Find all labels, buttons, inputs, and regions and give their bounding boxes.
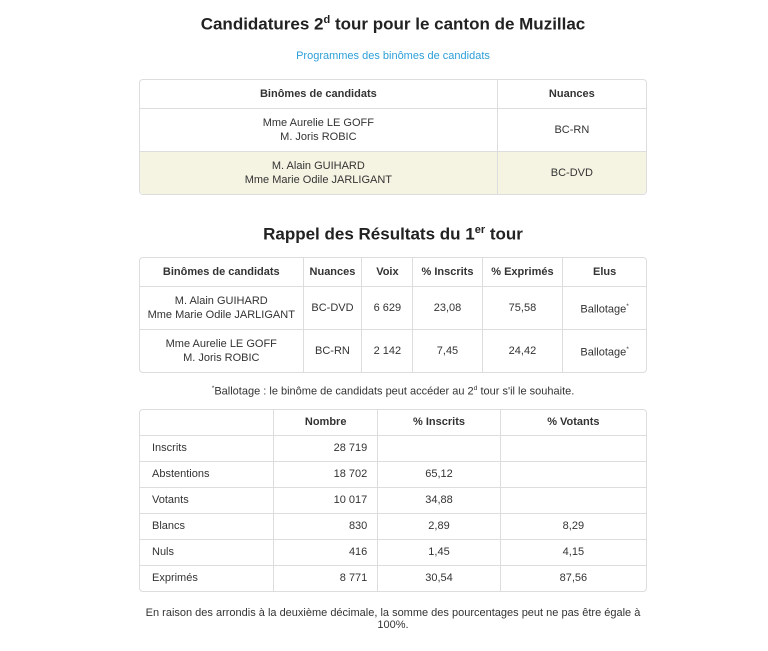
ballotage-label: Ballotage <box>580 303 627 316</box>
elus-header-cell: Elus <box>562 258 646 286</box>
candidate-name-line2: Mme Marie Odile JARLIGANT <box>147 309 295 322</box>
pct-votants-cell <box>500 435 646 461</box>
candidate-name-line2: M. Joris ROBIC <box>183 352 260 365</box>
candidate-name-line2: M. Joris ROBIC <box>280 130 357 143</box>
rappel-title-superscript: er <box>474 223 486 236</box>
binomes-header-cell: Binômes de candidats <box>259 87 377 100</box>
voix-cell: 2 142 <box>361 329 412 372</box>
resultat-row <box>140 286 646 329</box>
participation-row-nuls <box>140 539 646 565</box>
ballotage-footnote <box>139 385 647 398</box>
candidatures-table <box>139 79 647 195</box>
nombre-header-cell: Nombre <box>273 410 377 435</box>
rappel-title-text-end: tour <box>485 224 523 244</box>
candidate-names-cell <box>140 151 497 194</box>
pct-inscrits-header-cell: % Inscrits <box>377 410 499 435</box>
binomes-header-cell: Binômes de candidats <box>162 266 280 279</box>
candidate-name-line1: M. Alain GUIHARD <box>174 295 268 308</box>
voix-header-cell: Voix <box>361 258 412 286</box>
resultat-row <box>140 329 646 372</box>
elus-cell <box>562 329 646 372</box>
ballotage-asterisk: * <box>626 345 629 353</box>
nuance-cell: BC-RN <box>497 108 646 151</box>
page-title <box>139 10 647 35</box>
pct-inscrits-cell: 7,45 <box>412 329 481 372</box>
pct-votants-header-cell: % Votants <box>500 410 646 435</box>
candidate-names-cell <box>140 329 303 372</box>
elus-cell <box>562 286 646 329</box>
programmes-link-row <box>139 50 647 62</box>
pct-inscrits-cell: 2,89 <box>377 513 499 539</box>
ballotage-label: Ballotage <box>580 346 627 359</box>
pct-votants-cell <box>500 487 646 513</box>
candidature-row-highlighted <box>140 151 646 194</box>
nombre-cell: 18 702 <box>273 461 377 487</box>
election-results-page <box>139 0 647 651</box>
nombre-cell: 8 771 <box>273 565 377 591</box>
pct-exprimes-header-cell: % Exprimés <box>482 258 563 286</box>
footnote-superscript-d: d <box>473 385 478 393</box>
rounding-note: En raison des arrondis à la deuxième décimale, la somme des pourcentages peut ne pas être égale à 100%. <box>145 606 641 631</box>
pct-exprimes-cell: 24,42 <box>482 329 563 372</box>
candidate-name-line1: Mme Aurelie LE GOFF <box>262 116 374 129</box>
nuances-header-cell: Nuances <box>497 80 646 108</box>
pct-votants-cell: 87,56 <box>500 565 646 591</box>
page-title-text: Candidatures 2 <box>200 14 324 34</box>
candidate-names-cell <box>140 108 497 151</box>
page-title-superscript: d <box>323 14 331 26</box>
resultats-header-row <box>140 258 646 286</box>
nombre-cell: 830 <box>273 513 377 539</box>
candidature-row <box>140 108 646 151</box>
nuances-header-cell: Nuances <box>303 258 362 286</box>
pct-inscrits-cell: 34,88 <box>377 487 499 513</box>
footnote-asterisk: * <box>211 385 215 393</box>
empty-header-cell <box>140 410 273 435</box>
pct-votants-cell <box>500 461 646 487</box>
footnote-text-end: tour s'il le souhaite. <box>477 385 575 398</box>
resultats-table <box>139 257 647 373</box>
pct-inscrits-cell: 30,54 <box>377 565 499 591</box>
nombre-cell: 28 719 <box>273 435 377 461</box>
voix-cell: 6 629 <box>361 286 412 329</box>
footnote-text: Ballotage : le binôme de candidats peut accéder au 2 <box>214 385 474 398</box>
pct-inscrits-cell: 23,08 <box>412 286 481 329</box>
pct-inscrits-cell: 1,45 <box>377 539 499 565</box>
rappel-title <box>139 220 647 245</box>
pct-inscrits-cell <box>377 435 499 461</box>
nuance-cell: BC-RN <box>303 329 362 372</box>
pct-votants-cell: 4,15 <box>500 539 646 565</box>
participation-header-row <box>140 410 646 435</box>
nombre-cell: 416 <box>273 539 377 565</box>
candidate-name-line2: Mme Marie Odile JARLIGANT <box>244 173 393 186</box>
nuance-cell: BC-DVD <box>303 286 362 329</box>
row-label-cell: Blancs <box>140 513 273 539</box>
participation-row-exprimes <box>140 565 646 591</box>
nombre-cell: 10 017 <box>273 487 377 513</box>
candidate-name-line1: M. Alain GUIHARD <box>271 159 365 172</box>
row-label-cell: Inscrits <box>140 435 273 461</box>
page-title-text-end: tour pour le canton de Muzillac <box>330 14 586 34</box>
pct-inscrits-cell: 65,12 <box>377 461 499 487</box>
participation-row-votants <box>140 487 646 513</box>
row-label-cell: Nuls <box>140 539 273 565</box>
ballotage-asterisk: * <box>626 302 629 310</box>
programmes-link[interactable]: Programmes des binômes de candidats <box>296 49 490 62</box>
participation-table <box>139 409 647 592</box>
participation-row-abstentions <box>140 461 646 487</box>
participation-row-inscrits <box>140 435 646 461</box>
candidate-name-line1: Mme Aurelie LE GOFF <box>165 338 277 351</box>
rappel-title-text: Rappel des Résultats du 1 <box>263 224 475 244</box>
pct-votants-cell: 8,29 <box>500 513 646 539</box>
candidate-names-cell <box>140 286 303 329</box>
participation-row-blancs <box>140 513 646 539</box>
row-label-cell: Votants <box>140 487 273 513</box>
row-label-cell: Exprimés <box>140 565 273 591</box>
candidatures-header-row <box>140 80 646 108</box>
pct-inscrits-header-cell: % Inscrits <box>412 258 481 286</box>
pct-exprimes-cell: 75,58 <box>482 286 563 329</box>
nuance-cell: BC-DVD <box>497 151 646 194</box>
row-label-cell: Abstentions <box>140 461 273 487</box>
